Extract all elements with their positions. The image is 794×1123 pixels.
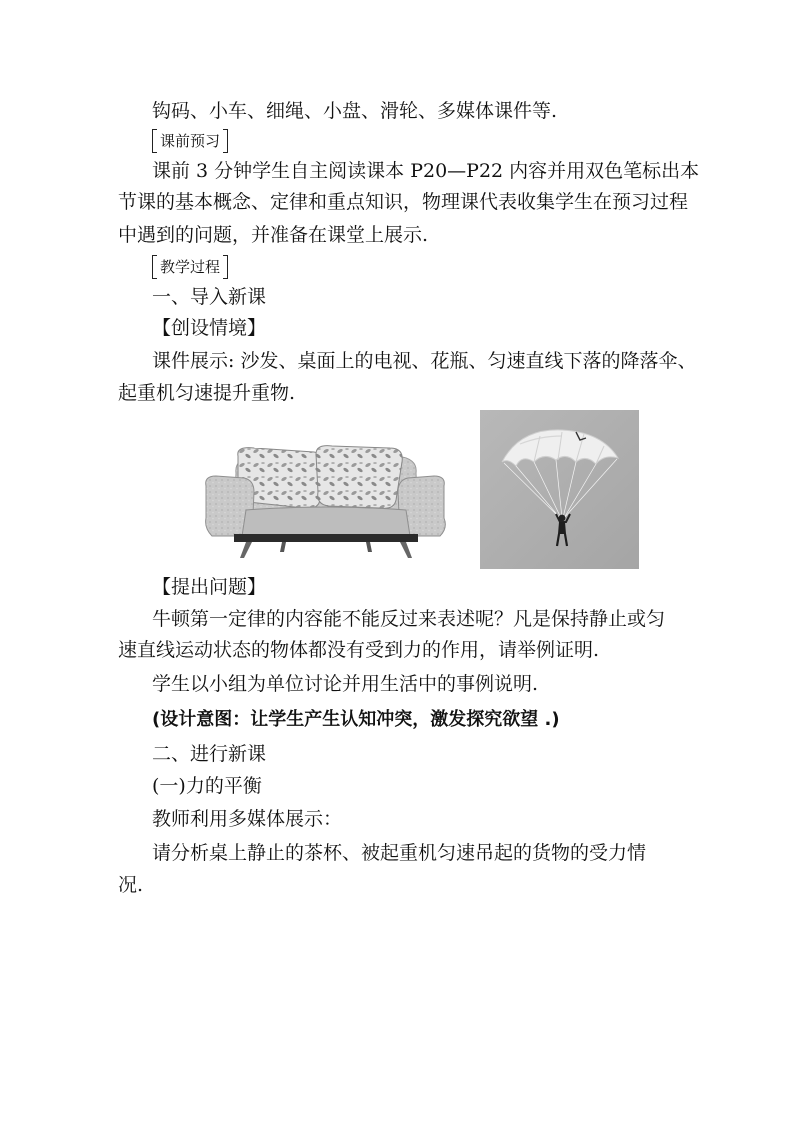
parachute-image [480, 410, 639, 569]
design-intent: (设计意图：让学生产生认知冲突，激发探究欲望 .) [152, 709, 560, 730]
discussion-text: 学生以小组为单位讨论并用生活中的事例说明. [152, 673, 539, 695]
scenario-line-1: 课件展示: 沙发、桌面上的电视、花瓶、匀速直线下落的降落伞、 [152, 350, 697, 372]
teacher-text: 教师利用多媒体展示： [152, 808, 343, 830]
task-line-1: 请分析桌上静止的茶杯、被起重机匀速吊起的货物的受力情 [152, 842, 647, 864]
section-heading-1: 一、导入新课 [152, 286, 267, 308]
preview-line-3: 中遇到的问题，并准备在课堂上展示. [118, 224, 429, 246]
scenario-title: 【创设情境】 [152, 317, 267, 339]
materials-text: 钩码、小车、细绳、小盘、滑轮、多媒体课件等. [152, 100, 558, 122]
scenario-line-2: 起重机匀速提升重物. [118, 382, 296, 404]
preview-line-1: 课前 3 分钟学生自主阅读课本 P20—P22 内容并用双色笔标出本 [152, 160, 700, 182]
question-line-2: 速直线运动状态的物体都没有受到力的作用，请举例证明. [118, 639, 600, 661]
preview-line-2: 节课的基本概念、定律和重点知识，物理课代表收集学生在预习过程 [118, 191, 689, 213]
question-line-1: 牛顿第一定律的内容能不能反过来表述呢？凡是保持静止或匀 [152, 608, 666, 630]
section-heading-2: 二、进行新课 [152, 743, 267, 765]
process-tag: 教学过程 [152, 254, 228, 280]
subsection-heading: (一)力的平衡 [152, 775, 262, 797]
task-line-2: 况. [118, 874, 144, 896]
sofa-image [196, 418, 454, 563]
question-title: 【提出问题】 [152, 576, 267, 598]
preview-tag: 课前预习 [152, 128, 228, 154]
